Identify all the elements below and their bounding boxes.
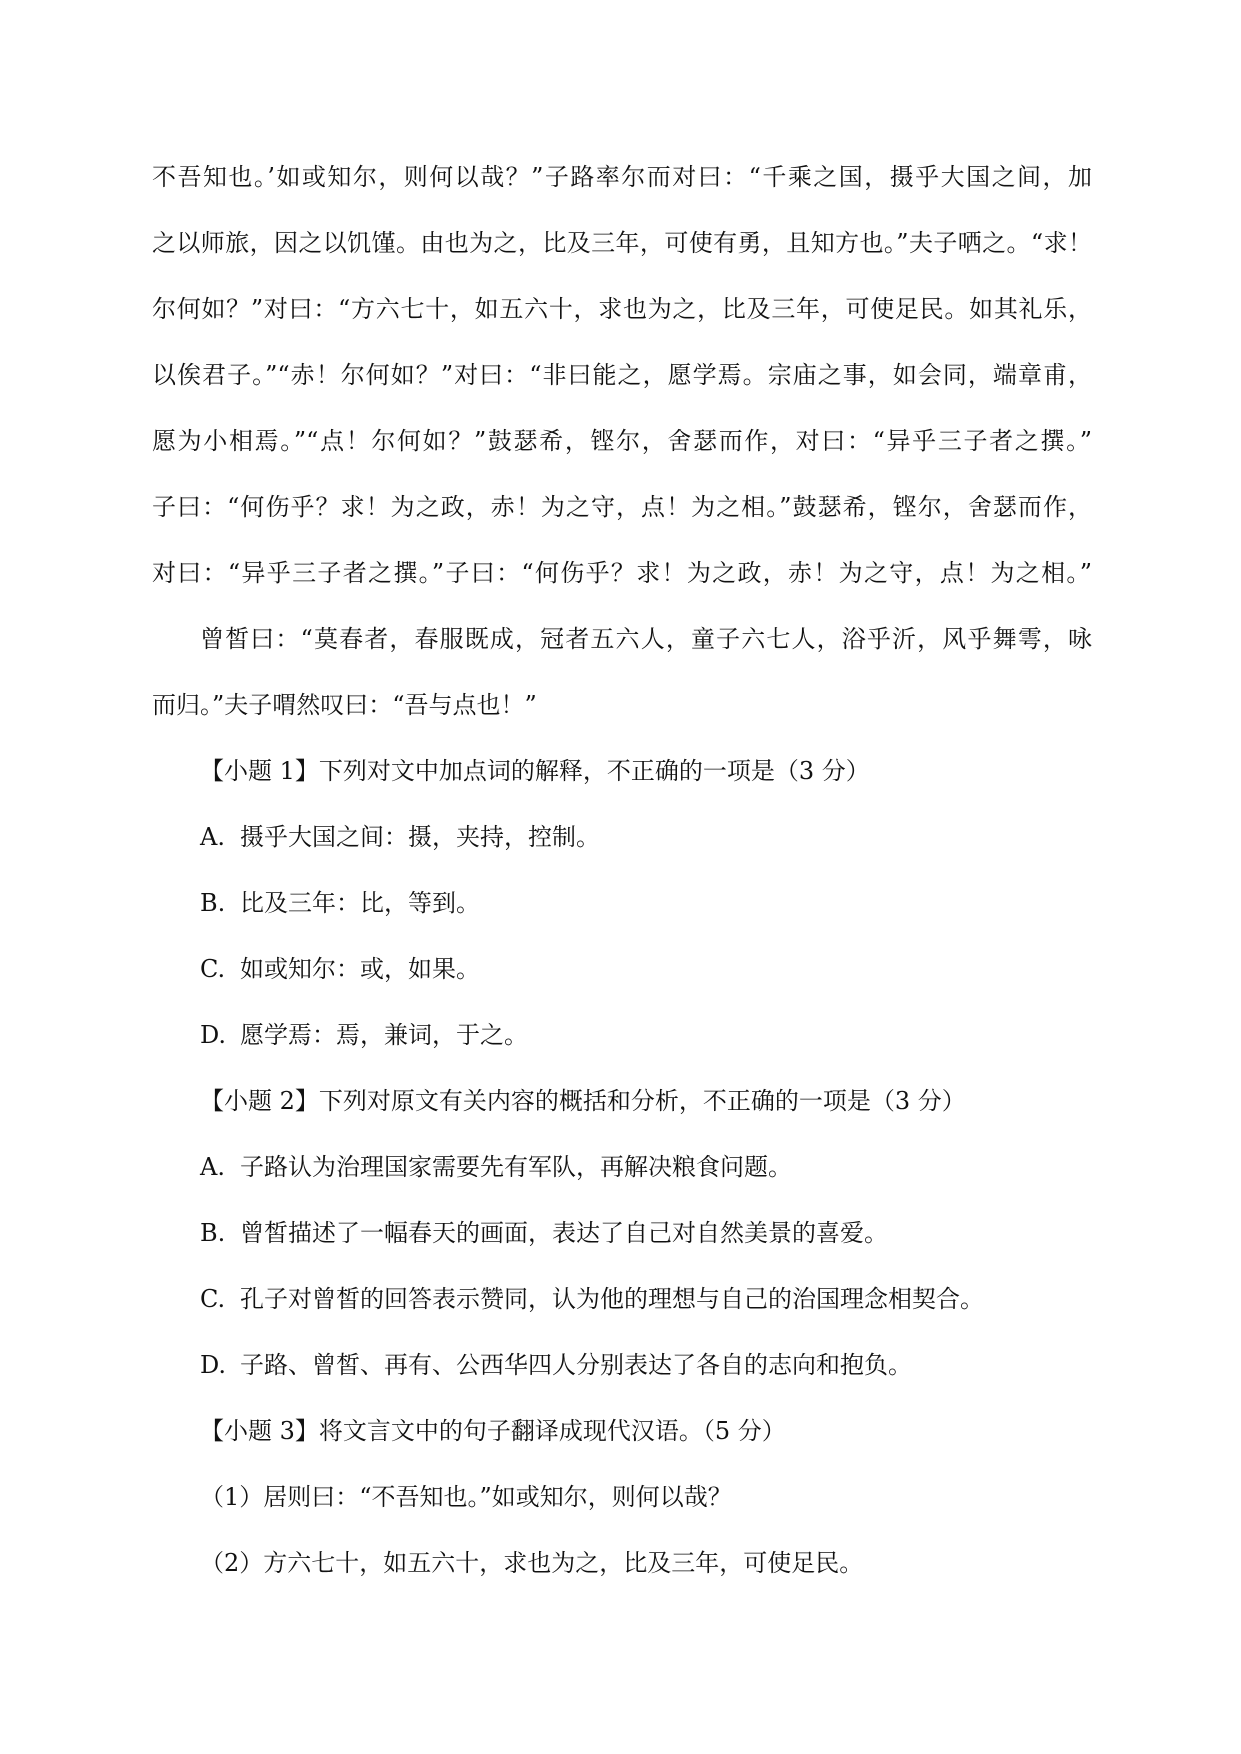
option-a bbox=[152, 804, 1092, 870]
question-title: 【小题 3】将文言文中的句子翻译成现代汉语。（5 分） bbox=[200, 1417, 786, 1445]
passage-line: 不吾知也。’如或知尔，则何以哉？”子路率尔而对曰：“千乘之国，摄乎大国之间，加 bbox=[152, 163, 1092, 191]
option-text: 如或知尔：或，如果。 bbox=[240, 955, 480, 983]
question-title: 【小题 2】下列对原文有关内容的概括和分析，不正确的一项是（3 分） bbox=[200, 1087, 966, 1115]
option-a bbox=[152, 1134, 1092, 1200]
translation-item: （1）居则曰：“不吾知也。”如或知尔，则何以哉？ bbox=[200, 1483, 732, 1511]
option-letter: A. bbox=[200, 823, 225, 851]
option-d bbox=[152, 1332, 1092, 1398]
option-text: 子路、曾皙、再有、公西华四人分别表达了各自的志向和抱负。 bbox=[240, 1351, 912, 1379]
passage bbox=[152, 144, 1092, 738]
passage-line: 尔何如？”对曰：“方六七十，如五六十，求也为之，比及三年，可使足民。如其礼乐， bbox=[152, 295, 1092, 323]
option-letter: C. bbox=[200, 1285, 226, 1313]
option-b bbox=[152, 1200, 1092, 1266]
passage-line: 以俟君子。”“赤！尔何如？”对曰：“非曰能之，愿学焉。宗庙之事，如会同，端章甫， bbox=[152, 361, 1092, 389]
translation-item: （2）方六七十，如五六十，求也为之，比及三年，可使足民。 bbox=[200, 1549, 864, 1577]
passage-line: 子曰：“何伤乎？求！为之政，赤！为之守，点！为之相。”鼓瑟希，铿尔，舍瑟而作， bbox=[152, 493, 1092, 521]
passage-line: 曾皙曰：“莫春者，春服既成，冠者五六人，童子六七人，浴乎沂，风乎舞雩，咏 bbox=[200, 625, 1092, 653]
question-3 bbox=[152, 1398, 1092, 1596]
option-text: 子路认为治理国家需要先有军队，再解决粮食问题。 bbox=[240, 1153, 792, 1181]
question-title: 【小题 1】下列对文中加点词的解释，不正确的一项是（3 分） bbox=[200, 757, 870, 785]
option-letter: A. bbox=[200, 1153, 225, 1181]
document-content bbox=[152, 144, 1092, 1596]
option-text: 愿学焉：焉，兼词，于之。 bbox=[240, 1021, 528, 1049]
option-text: 曾皙描述了一幅春天的画面，表达了自己对自然美景的喜爱。 bbox=[240, 1219, 888, 1247]
option-letter: B. bbox=[200, 889, 226, 917]
passage-line: 对曰：“异乎三子者之撰。”子曰：“何伤乎？求！为之政，赤！为之守，点！为之相。” bbox=[152, 559, 1092, 587]
option-text: 摄乎大国之间：摄，夹持，控制。 bbox=[240, 823, 600, 851]
option-letter: B. bbox=[200, 1219, 226, 1247]
option-c bbox=[152, 936, 1092, 1002]
question-2 bbox=[152, 1068, 1092, 1398]
passage-line: 愿为小相焉。”“点！尔何如？”鼓瑟希，铿尔，舍瑟而作，对曰：“异乎三子者之撰。” bbox=[152, 427, 1092, 455]
option-b bbox=[152, 870, 1092, 936]
passage-line: 之以师旅，因之以饥馑。由也为之，比及三年，可使有勇，且知方也。”夫子哂之。“求！ bbox=[152, 229, 1092, 257]
option-letter: D. bbox=[200, 1351, 227, 1379]
option-letter: C. bbox=[200, 955, 226, 983]
question-1 bbox=[152, 738, 1092, 1068]
option-text: 比及三年：比，等到。 bbox=[240, 889, 480, 917]
option-text: 孔子对曾皙的回答表示赞同，认为他的理想与自己的治国理念相契合。 bbox=[240, 1285, 984, 1313]
passage-line: 而归。”夫子喟然叹曰：“吾与点也！” bbox=[152, 691, 537, 719]
option-d bbox=[152, 1002, 1092, 1068]
option-letter: D. bbox=[200, 1021, 227, 1049]
option-c bbox=[152, 1266, 1092, 1332]
